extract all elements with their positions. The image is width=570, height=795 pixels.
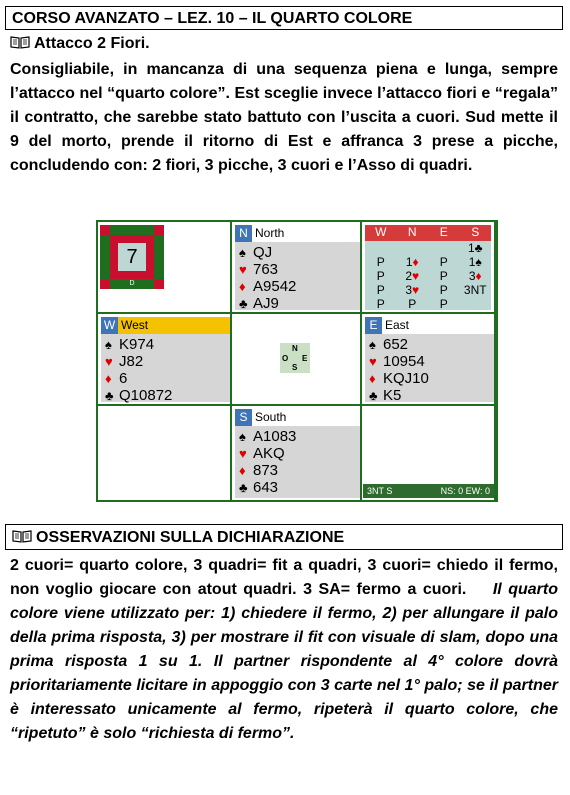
bid-call: 3NT	[463, 283, 487, 297]
bid-call	[397, 241, 429, 255]
spade-icon: ♠	[369, 337, 376, 352]
bid-call: P	[439, 297, 448, 310]
heart-icon: ♥	[369, 354, 377, 369]
diamond-icon: ♦	[239, 279, 246, 294]
bid-call: P	[376, 255, 385, 269]
diamond-icon: ♦	[105, 371, 112, 386]
board-indicator	[100, 225, 164, 289]
score-label: NS: 0 EW: 0	[440, 486, 490, 496]
bid-call: 1♦	[405, 255, 419, 269]
bidding-row	[365, 241, 491, 255]
book-icon	[12, 530, 32, 543]
suit-icon: ♦	[412, 255, 419, 269]
diamond-icon: ♦	[369, 371, 376, 386]
lead-heading: Attacco 2 Fiori.	[10, 35, 150, 53]
suit-icon: ♥	[412, 269, 420, 283]
bidding-row	[365, 255, 491, 269]
hand-name-north: North	[255, 226, 285, 240]
bid-call: P	[439, 255, 448, 269]
club-icon: ♣	[369, 388, 378, 403]
bidding-row	[365, 283, 491, 297]
seat-tag-west: W	[101, 317, 118, 334]
bid-call: P	[439, 269, 448, 283]
hand-south: S South ♠ A1083 ♥ AKQ ♦ 873 ♣ 643	[232, 406, 360, 500]
suit-icon: ♣	[474, 241, 483, 255]
heart-icon: ♥	[239, 446, 247, 461]
compass-icon: N O E S	[280, 343, 310, 373]
spade-icon: ♠	[239, 429, 246, 444]
bid-call: 2♥	[405, 269, 420, 283]
lead-paragraph: Consigliabile, in mancanza di una sequenza piena e lunga, sempre l’attacco nel “quarto colore”. Est sceglie invece l’attacco fiori e “regala” il contratto, che sarebbe stato battuto con l’uscita a cuori. Sud mette il 9 del morto, prende il ritorno di Est e affranca 3 prese a picche, concludendo con: 2 fiori, 3 picche, 3 cuori e l’Asso di quadri.	[10, 61, 558, 174]
book-icon	[10, 36, 30, 49]
deal-diagram	[96, 220, 498, 502]
club-icon: ♣	[105, 388, 114, 403]
dealer-label: D	[129, 280, 135, 287]
contract-label: 3NT S	[367, 486, 393, 496]
heart-icon: ♥	[239, 262, 247, 277]
hand-name-east: East	[385, 318, 410, 332]
observations-paragraph: 2 cuori= quarto colore, 3 quadri= fit a quadri, 3 cuori= chiedo il fermo, non voglio giocare con atout quadri. 3 SA= fermo a cuori. Il quarto colore viene utilizzato per: 1) chiedere il fermo, 2) per allungare il palo della prima risposta, 3) per mostrare il fit con visuale di slam, dopo una prima risposta 1 su 1. Il partner rispondente al 4° colore dovrà prioritariamente licitare in appoggio con 3 carte nel 1° palo; se il partner è interessato unicamente al fermo, ripeterà il quarto colore, che “ripetuto” è solo “richiesta di fermo”.	[10, 557, 558, 742]
bid-call	[460, 297, 492, 310]
heart-icon: ♥	[105, 354, 113, 369]
bid-call: P	[376, 269, 385, 283]
bid-call: P	[439, 283, 448, 297]
empty-cell	[98, 406, 230, 500]
diamond-icon: ♦	[239, 463, 246, 478]
bidding-row	[365, 269, 491, 283]
suit-icon: ♠	[475, 255, 482, 269]
status-bar	[363, 484, 494, 498]
bid-call: 1♠	[468, 255, 482, 269]
suit-icon: ♦	[475, 269, 482, 283]
hand-name-south: South	[255, 410, 287, 424]
bidding-header: W N E S	[365, 225, 491, 241]
suit-icon: ♥	[412, 283, 420, 297]
club-icon: ♣	[239, 296, 248, 311]
bidding-row	[365, 297, 491, 310]
bid-call: 1♣	[467, 241, 483, 255]
hand-east: E East ♠ 652 ♥ 10954 ♦ KQJ10 ♣ K5	[362, 314, 494, 404]
bid-call: P	[376, 283, 385, 297]
hand-west: W West ♠ K974 ♥ J82 ♦ 6 ♣ Q10872	[98, 314, 230, 404]
table-center	[232, 314, 360, 404]
bid-call: P	[376, 297, 385, 310]
bidding-box	[362, 222, 494, 312]
section-title: OSSERVAZIONI SULLA DICHIARAZIONE	[5, 524, 563, 550]
bidding-table	[365, 241, 491, 310]
spade-icon: ♠	[105, 337, 112, 352]
spade-icon: ♠	[239, 245, 246, 260]
club-icon: ♣	[239, 480, 248, 495]
seat-tag-east: E	[365, 317, 382, 334]
seat-tag-north: N	[235, 225, 252, 242]
bid-call: P	[408, 297, 417, 310]
board-number: 7	[126, 246, 138, 268]
page-title: CORSO AVANZATO – LEZ. 10 – IL QUARTO COLORE	[5, 6, 563, 30]
bid-call	[365, 241, 397, 255]
hand-north: N North ♠ QJ ♥ 763 ♦ A9542 ♣ AJ9	[232, 222, 360, 312]
bid-call: 3♦	[468, 269, 482, 283]
board-cell	[98, 222, 230, 312]
bid-call: 3♥	[405, 283, 420, 297]
seat-tag-south: S	[235, 409, 252, 426]
bid-call	[428, 241, 460, 255]
hand-name-west: West	[121, 318, 149, 332]
